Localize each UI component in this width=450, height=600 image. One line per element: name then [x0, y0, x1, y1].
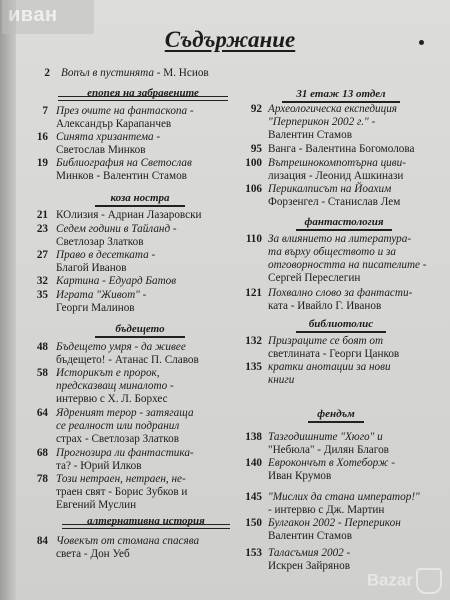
toc-entry-line: "Перперикон 2002 г." - [268, 116, 376, 128]
toc-entry-line: света - Дон Уеб [56, 548, 130, 560]
toc-page-number: 138 [245, 431, 262, 443]
section-header-fantastologiya: фантастология [296, 216, 392, 231]
watermark-top-left: иван [2, 0, 94, 34]
toc-entry-line: Валентин Стамов [268, 129, 352, 141]
toc-page-number: 35 [36, 289, 48, 301]
toc-page-number: 110 [245, 233, 262, 245]
toc-page-number: 150 [245, 517, 262, 529]
toc-page-number: 7 [42, 105, 48, 117]
section-header-badeshteto: бъдещето [95, 323, 185, 338]
section-header-fendam: фендъм [308, 408, 364, 423]
toc-entry-line: "Мислих да стана император!" [268, 491, 420, 503]
toc-page-number: 92 [250, 103, 262, 115]
toc-entry-line: Георги Малинов [56, 302, 135, 314]
toc-entry-line: Похвално слово за фантасти- [268, 287, 413, 299]
toc-entry-line: Искрен Зайрянов [268, 560, 350, 572]
hanger-icon [416, 568, 442, 594]
toc-entry-line: Булгакон 2002 - Перперикон [268, 517, 401, 529]
toc-page-number: 95 [250, 143, 262, 155]
toc-entry-line: Светослав Минков [56, 144, 146, 156]
toc-page-number: 153 [245, 547, 262, 559]
toc-page-number: 132 [245, 335, 262, 347]
section-header-bibliotolis: библиотолис [296, 318, 386, 333]
toc-page-number: 145 [245, 491, 262, 503]
toc-entry-line: интервю с Х. Л. Борхес [56, 393, 168, 405]
toc-entry-line: Историкът е пророк, [56, 367, 160, 379]
page-spine-shadow [0, 0, 16, 600]
section-header-alt-history: алтернативна история [62, 515, 230, 528]
toc-page-number: 106 [245, 183, 262, 195]
toc-entry-line: Еврокончът в Хотеборж - [268, 457, 395, 469]
toc-entry-line: КОлизия - Адриан Лазаровски [56, 209, 202, 221]
toc-page-number: 58 [36, 367, 48, 379]
toc-page-number: 21 [36, 209, 48, 221]
toc-entry-line: Таласъмия 2002 - [268, 547, 351, 559]
toc-entry-line: Благой Иванов [56, 262, 127, 274]
toc-entry-title: Вопъл в пустинята - М. Нсиов [61, 67, 209, 79]
toc-entry-line: лизация - Леонид Ашкинази [268, 170, 404, 182]
section-header-epopeya: епопея на забравените [58, 87, 228, 100]
toc-entry-line: Ванга - Валентина Богомолова [268, 143, 415, 155]
toc-page-number: 64 [36, 407, 48, 419]
toc-entry-line: - интервю с Дж. Мартин [268, 504, 385, 516]
toc-entry-line: Човекът от стомана спасява [56, 535, 200, 547]
toc-entry-line: светлината - Георги Цанков [268, 348, 400, 360]
watermark-bottom-right: Bazar [367, 568, 442, 594]
toc-entry-line: Играта "Живот" - [56, 289, 147, 301]
toc-entry-line: Археологическа експедиция [268, 103, 397, 115]
toc-entry-line: Минков - Валентин Стамов [56, 170, 187, 182]
toc-entry-line: Форзенгел - Станислав Лем [268, 196, 401, 208]
toc-page-number: 121 [245, 287, 262, 299]
toc-entry-line: Призраците се боят от [268, 335, 384, 347]
toc-entry-line: Валентин Стамов [268, 530, 352, 542]
toc-page-number: 16 [36, 131, 48, 143]
toc-entry-line: та? - Юрий Илков [56, 460, 142, 472]
toc-entry-line: страх - Светлозар Златков [56, 433, 180, 445]
toc-entry-line: Сергей Переслегин [268, 272, 361, 284]
toc-entry-line: бъдещето! - Атанас П. Славов [56, 354, 199, 366]
toc-page-number: 2 [44, 67, 50, 79]
toc-entry-line: Синята хризантема - [56, 131, 161, 143]
toc-entry-line: През очите на фантаскопа - [56, 105, 194, 117]
toc-entry-line: предсказващ миналото - [56, 380, 174, 392]
toc-page-number: 100 [245, 157, 262, 169]
toc-entry-line: отговорността на писателите - [268, 259, 427, 271]
toc-entry-line: Право в десетката - [56, 249, 156, 261]
toc-entry-line: Картина - Едуард Батов [56, 275, 177, 287]
toc-entry-line: Седем години в Тайланд - [56, 223, 177, 235]
toc-page-number: 78 [36, 473, 48, 485]
section-header-31-etaj: 31 етаж 13 отдел [282, 88, 400, 103]
toc-entry-line: та върху обществото и за [268, 246, 397, 258]
toc-entry-line: Александър Карапанчев [56, 118, 172, 130]
toc-entry-line: Прогнозира ли фантастика- [56, 447, 194, 459]
section-header-koza-nostra: коза ностра [95, 192, 185, 207]
toc-entry-line: книги [268, 374, 295, 386]
toc-page-number: 68 [36, 447, 48, 459]
toc-page-number: 135 [245, 361, 262, 373]
toc-entry-line: Тазгодишните "Хюго" и [268, 431, 383, 443]
toc-page-number: 48 [36, 341, 48, 353]
toc-page-number: 140 [245, 457, 262, 469]
toc-page-number: 23 [36, 223, 48, 235]
toc-page-number: 84 [36, 535, 48, 547]
toc-entry-line: "Небюла" - Дилян Благов [268, 444, 389, 456]
toc-page-number: 32 [36, 275, 48, 287]
toc-entry-line: Ядреният терор - затягаща [56, 407, 194, 419]
toc-entry-line: Иван Крумов [268, 470, 332, 482]
toc-entry-line: Библиография на Светослав [56, 157, 192, 169]
toc-entry-line: Бъдещето умря - да живее [56, 341, 186, 353]
toc-entry-line: Светлозар Златков [56, 236, 144, 248]
toc-page-number: 19 [36, 157, 48, 169]
page-title: Съдържание [164, 27, 296, 52]
toc-entry-line: Перикалписът на Йоахим [268, 183, 392, 195]
toc-entry-line: траен свят - Борис Зубков и [56, 486, 188, 498]
toc-entry-line: Вътрешнокомпотърна циви- [268, 157, 406, 169]
toc-page-number: 27 [36, 249, 48, 261]
toc-entry-line: Евгений Муслин [56, 499, 137, 511]
toc-entry-line: кратки анотации за нови [268, 361, 391, 373]
toc-entry-line: се реалност или подранил [56, 420, 180, 432]
toc-entry-line: За влиянието на литература- [268, 233, 412, 245]
toc-entry-line: Този нетраен, нетраен, не- [56, 473, 186, 485]
page-dot [419, 40, 424, 45]
toc-entry-line: ката - Ивайло Г. Иванов [268, 300, 382, 312]
